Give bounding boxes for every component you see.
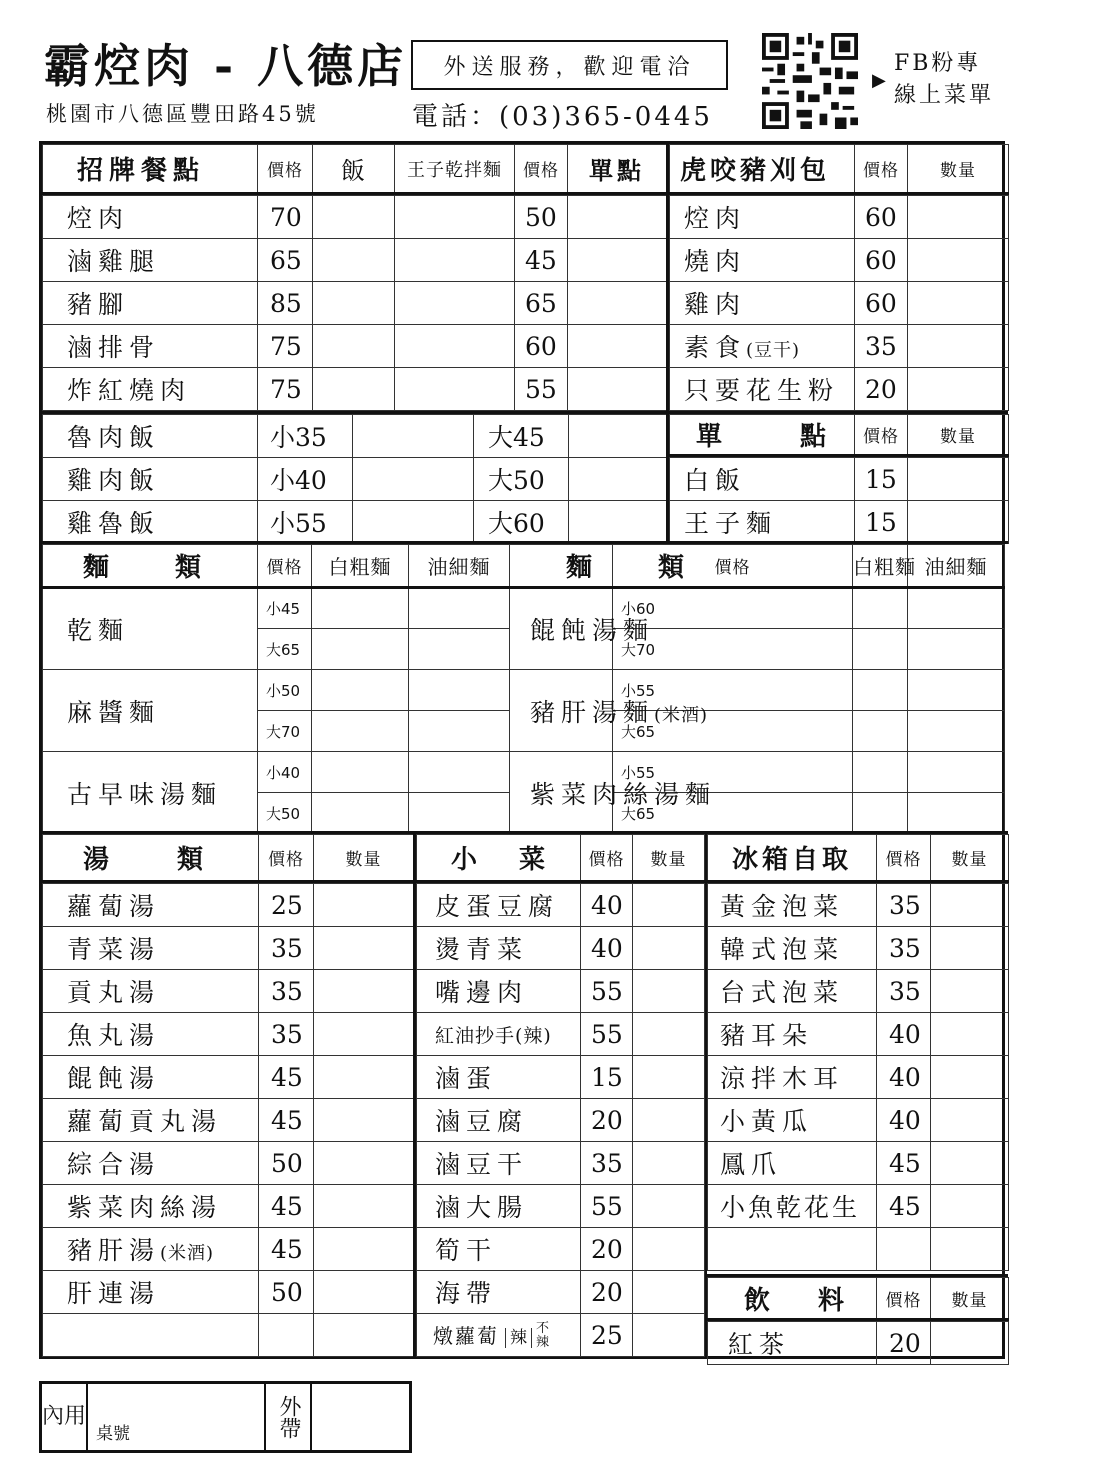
menu-row <box>43 458 667 501</box>
size-price: 大50 <box>258 793 312 834</box>
qty-cell[interactable] <box>633 884 705 927</box>
item-name: 蘿蔔湯 <box>43 884 259 927</box>
qty-cell[interactable] <box>353 501 474 544</box>
qty-cell[interactable] <box>908 458 1009 501</box>
item-price: 45 <box>259 1099 314 1142</box>
rice-qty-cell[interactable] <box>313 325 395 368</box>
item-name: 紫菜肉絲湯 <box>43 1185 259 1228</box>
fridge-section: 冰箱自取 價格 數量 黃金泡菜 35 韓式泡菜 35 台式泡菜 35 豬耳朵 40 涼拌木耳 40 小黃瓜 40 鳳爪 45 小魚乾花生 45 <box>707 831 1008 1271</box>
empty-cell <box>259 1314 314 1357</box>
menu-row <box>417 1013 705 1056</box>
menu-row <box>43 368 667 411</box>
item-name: 海帶 <box>417 1271 581 1314</box>
large-price: 大60 <box>474 501 569 544</box>
size-price: 大65 <box>613 793 853 834</box>
item-price: 50 <box>259 1271 314 1314</box>
qty-cell[interactable] <box>633 1228 705 1271</box>
qty-cell[interactable] <box>633 1056 705 1099</box>
noodle-qty-cell[interactable] <box>395 239 515 282</box>
qty-cell[interactable] <box>314 1185 414 1228</box>
qty-cell[interactable] <box>314 1228 414 1271</box>
empty-cell <box>877 1228 931 1271</box>
qty-cell[interactable] <box>633 1271 705 1314</box>
qty-cell[interactable] <box>931 1228 1009 1271</box>
item-price: 65 <box>258 239 313 282</box>
item-name: 燉蘿蔔 辣 不辣 <box>417 1314 581 1357</box>
header-cell: 價格 <box>613 545 853 588</box>
rice-qty-cell[interactable] <box>313 368 395 411</box>
single-qty-cell[interactable] <box>568 239 667 282</box>
qty-cell[interactable] <box>908 670 1005 711</box>
item-name: 麻醬麵 <box>43 670 258 752</box>
rice-section <box>42 411 666 544</box>
menu-row <box>670 458 1009 501</box>
menu-row <box>417 884 705 927</box>
qty-cell[interactable] <box>314 1314 414 1357</box>
qty-cell[interactable] <box>908 501 1009 544</box>
item-name: 焢肉 <box>43 196 258 239</box>
order-type-box <box>39 1381 412 1453</box>
item-price: 35 <box>259 970 314 1013</box>
store-phone: 電話：(03)365-0445 <box>412 102 713 132</box>
qr-code-icon[interactable] <box>762 33 858 129</box>
item-price: 40 <box>877 1099 931 1142</box>
size-price: 小40 <box>258 752 312 793</box>
size-price: 大65 <box>258 629 312 670</box>
size-price: 大65 <box>613 711 853 752</box>
qty-cell[interactable] <box>314 970 414 1013</box>
qty-cell[interactable] <box>569 458 667 501</box>
item-price: 35 <box>877 970 931 1013</box>
item-price: 45 <box>259 1185 314 1228</box>
item-price: 55 <box>581 970 633 1013</box>
qty-cell[interactable] <box>312 670 409 711</box>
menu-row <box>708 927 1009 970</box>
qty-cell[interactable] <box>908 368 1009 411</box>
menu-board <box>39 141 1005 1359</box>
item-price: 55 <box>581 1013 633 1056</box>
qty-cell[interactable] <box>931 1013 1009 1056</box>
menu-row <box>43 1228 414 1271</box>
qty-cell[interactable] <box>908 239 1009 282</box>
takeout-field[interactable] <box>312 1384 409 1450</box>
menu-row <box>708 1185 1009 1228</box>
qty-cell[interactable] <box>314 884 414 927</box>
qty-cell[interactable] <box>409 629 510 670</box>
item-name: 豬肝湯(米酒) <box>43 1228 259 1271</box>
qty-cell[interactable] <box>409 752 510 793</box>
item-name: 素食(豆干) <box>670 325 855 368</box>
item-price: 15 <box>581 1056 633 1099</box>
item-price: 60 <box>855 282 908 325</box>
single-section: 單 點 價格 數量 白飯 15 王子麵 15 <box>666 411 1008 544</box>
menu-row <box>43 1314 414 1357</box>
qty-cell[interactable] <box>908 629 1005 670</box>
qty-cell[interactable] <box>314 1099 414 1142</box>
item-price: 20 <box>855 368 908 411</box>
menu-row <box>670 325 1009 368</box>
item-name: 紅油抄手(辣) <box>417 1013 581 1056</box>
size-price: 小60 <box>613 588 853 629</box>
item-price: 35 <box>259 927 314 970</box>
item-name: 滷豆干 <box>417 1142 581 1185</box>
qty-cell[interactable] <box>853 752 908 793</box>
item-name: 台式泡菜 <box>708 970 877 1013</box>
menu-row <box>43 415 667 458</box>
noodle-section <box>42 541 1008 834</box>
item-name: 涼拌木耳 <box>708 1056 877 1099</box>
item-price: 25 <box>581 1314 633 1357</box>
qty-cell[interactable] <box>312 752 409 793</box>
item-name: 豬肝湯麵(米酒) <box>510 670 613 752</box>
rice-qty-cell[interactable] <box>313 239 395 282</box>
item-name: 只要花生粉 <box>670 368 855 411</box>
item-name: 王子麵 <box>670 501 855 544</box>
menu-row <box>417 1185 705 1228</box>
item-name: 雞魯飯 <box>43 501 258 544</box>
item-name: 筍干 <box>417 1228 581 1271</box>
single-qty-cell[interactable] <box>568 282 667 325</box>
item-price: 60 <box>515 325 568 368</box>
small-price: 小55 <box>258 501 353 544</box>
store-title: 霸焢肉 - 八德店 <box>44 39 408 93</box>
item-name: 皮蛋豆腐 <box>417 884 581 927</box>
qty-cell[interactable] <box>312 588 409 629</box>
bao-section: 虎咬豬刈包 價格 數量 焢肉 60 燒肉 60 雞肉 60 素食(豆干) 35 只要花生粉 20 <box>666 144 1008 411</box>
qty-cell[interactable] <box>853 711 908 752</box>
item-name: 魯肉飯 <box>43 415 258 458</box>
header-cell: 麵 類 <box>43 545 258 588</box>
qty-cell[interactable] <box>353 458 474 501</box>
item-price: 35 <box>855 325 908 368</box>
qty-cell[interactable] <box>908 588 1005 629</box>
menu-row <box>417 1228 705 1271</box>
qty-cell[interactable] <box>314 1013 414 1056</box>
menu-row <box>417 1142 705 1185</box>
item-name: 滷蛋 <box>417 1056 581 1099</box>
item-price: 65 <box>515 282 568 325</box>
item-price: 70 <box>258 196 313 239</box>
qty-cell[interactable] <box>931 1099 1009 1142</box>
single-qty-cell[interactable] <box>568 368 667 411</box>
qty-cell[interactable] <box>633 1142 705 1185</box>
signature-header: 招牌餐點 <box>43 145 258 194</box>
qty-cell[interactable] <box>853 629 908 670</box>
item-name: 燙青菜 <box>417 927 581 970</box>
item-name: 滷豆腐 <box>417 1099 581 1142</box>
menu-row <box>43 1056 414 1099</box>
menu-row <box>43 282 667 325</box>
single-qty-cell[interactable] <box>568 196 667 239</box>
dine-in-label: 內用 <box>42 1384 88 1450</box>
item-price: 20 <box>581 1271 633 1314</box>
item-price: 50 <box>515 196 568 239</box>
qty-cell[interactable] <box>931 927 1009 970</box>
item-name: 鳳爪 <box>708 1142 877 1185</box>
menu-row <box>43 196 667 239</box>
menu-row <box>417 1056 705 1099</box>
item-price: 45 <box>259 1228 314 1271</box>
menu-row <box>670 501 1009 544</box>
item-name: 乾麵 <box>43 588 258 670</box>
noodle-qty-cell[interactable] <box>395 196 515 239</box>
menu-row <box>708 970 1009 1013</box>
item-price: 85 <box>258 282 313 325</box>
size-price: 小55 <box>613 752 853 793</box>
size-price: 大70 <box>613 629 853 670</box>
qty-cell[interactable] <box>908 711 1005 752</box>
menu-row <box>670 239 1009 282</box>
signature-section: 招牌餐點 價格 飯 王子乾拌麵 價格 單點 焢肉 70 50 滷雞腿 65 45 豬腳 85 65 滷排骨 75 60 炸紅燒肉 75 55 <box>42 144 666 411</box>
rice-qty-cell[interactable] <box>313 196 395 239</box>
item-name: 黃金泡菜 <box>708 884 877 927</box>
item-name: 炸紅燒肉 <box>43 368 258 411</box>
item-name: 白飯 <box>670 458 855 501</box>
header-cell: 油細麵 <box>409 545 510 588</box>
menu-row <box>708 1013 1009 1056</box>
item-name: 滷雞腿 <box>43 239 258 282</box>
noodle-row <box>43 670 1103 711</box>
menu-row <box>417 1099 705 1142</box>
arrow-right-icon: ▶ <box>872 70 886 91</box>
item-price: 60 <box>855 239 908 282</box>
qty-cell[interactable] <box>569 501 667 544</box>
item-price: 75 <box>258 325 313 368</box>
store-address: 桃園市八德區豐田路45號 <box>46 102 319 126</box>
item-price: 45 <box>515 239 568 282</box>
menu-row <box>43 1271 414 1314</box>
menu-row <box>670 368 1009 411</box>
item-name: 滷大腸 <box>417 1185 581 1228</box>
delivery-notice: 外送服務，歡迎電洽 <box>411 40 728 90</box>
qty-cell[interactable] <box>633 927 705 970</box>
item-name: 滷排骨 <box>43 325 258 368</box>
table-number-field[interactable]: 桌號 <box>88 1384 266 1450</box>
item-price: 20 <box>877 1322 931 1365</box>
item-name: 青菜湯 <box>43 927 259 970</box>
qty-cell[interactable] <box>409 588 510 629</box>
qty-cell[interactable] <box>931 884 1009 927</box>
menu-row <box>43 239 667 282</box>
item-price: 40 <box>877 1013 931 1056</box>
qty-cell[interactable] <box>314 1271 414 1314</box>
menu-row <box>708 1099 1009 1142</box>
noodle-qty-cell[interactable] <box>395 368 515 411</box>
item-name: 焢肉 <box>670 196 855 239</box>
fb-link[interactable]: FB粉專 線上菜單 <box>894 51 995 108</box>
item-price: 45 <box>877 1142 931 1185</box>
qty-cell[interactable] <box>853 670 908 711</box>
qty-cell[interactable] <box>931 970 1009 1013</box>
item-name: 豬腳 <box>43 282 258 325</box>
menu-row <box>708 1142 1009 1185</box>
item-price: 35 <box>877 884 931 927</box>
takeout-label: 外帶 <box>266 1384 312 1450</box>
drink-section: 飲 料 價格 數量 紅茶 20 <box>707 1274 1008 1365</box>
qty-cell[interactable] <box>312 793 409 834</box>
qty-cell[interactable] <box>931 1322 1009 1365</box>
header-cell: 油細麵 <box>908 545 1005 588</box>
qty-cell[interactable] <box>908 793 1005 834</box>
menu-row <box>708 884 1009 927</box>
menu-row <box>708 1228 1009 1271</box>
item-name: 古早味湯麵 <box>43 752 258 834</box>
item-name: 貢丸湯 <box>43 970 259 1013</box>
item-name: 蘿蔔貢丸湯 <box>43 1099 259 1142</box>
qty-cell[interactable] <box>409 793 510 834</box>
menu-row <box>43 927 414 970</box>
qty-cell[interactable] <box>633 1314 705 1357</box>
item-name: 綜合湯 <box>43 1142 259 1185</box>
qty-cell[interactable] <box>314 1056 414 1099</box>
qty-cell[interactable] <box>633 1185 705 1228</box>
item-price: 40 <box>877 1056 931 1099</box>
item-name: 肝連湯 <box>43 1271 259 1314</box>
qty-cell[interactable] <box>633 1099 705 1142</box>
item-name: 紫菜肉絲湯麵 <box>510 752 613 834</box>
qty-cell[interactable] <box>908 196 1009 239</box>
item-price: 35 <box>259 1013 314 1056</box>
menu-row <box>417 1314 705 1357</box>
soup-section: 湯 類 價格 數量 蘿蔔湯 25 青菜湯 35 貢丸湯 35 魚丸湯 35 餛飩湯 45 蘿蔔貢丸湯 45 綜合湯 50 紫菜肉絲湯 45 豬肝湯(米酒) 45 肝連湯 50 <box>42 831 413 1357</box>
noodle-row <box>43 588 1103 629</box>
empty-cell <box>708 1228 877 1271</box>
header-cell: 白粗麵 <box>853 545 908 588</box>
item-name: 餛飩湯 <box>43 1056 259 1099</box>
header-cell: 價格 <box>258 545 312 588</box>
noodle-qty-cell[interactable] <box>395 325 515 368</box>
qty-cell[interactable] <box>314 1142 414 1185</box>
item-price: 40 <box>581 884 633 927</box>
size-price: 小45 <box>258 588 312 629</box>
noodle-header-row <box>43 545 1103 588</box>
rice-qty-cell[interactable] <box>313 282 395 325</box>
qty-cell[interactable] <box>908 325 1009 368</box>
qty-cell[interactable] <box>931 1185 1009 1228</box>
menu-row <box>43 1142 414 1185</box>
qty-cell[interactable] <box>312 711 409 752</box>
item-price: 35 <box>581 1142 633 1185</box>
item-name: 小黃瓜 <box>708 1099 877 1142</box>
item-price: 45 <box>259 1056 314 1099</box>
size-price: 小50 <box>258 670 312 711</box>
menu-row <box>43 884 414 927</box>
qty-cell[interactable] <box>908 282 1009 325</box>
header-cell: 麵 類 <box>510 545 613 588</box>
menu-row <box>43 325 667 368</box>
item-name: 豬耳朵 <box>708 1013 877 1056</box>
item-price: 45 <box>877 1185 931 1228</box>
item-price: 20 <box>581 1099 633 1142</box>
menu-row <box>708 1322 1009 1365</box>
item-price: 25 <box>259 884 314 927</box>
item-price: 40 <box>581 927 633 970</box>
item-name: 雞肉飯 <box>43 458 258 501</box>
empty-cell <box>43 1314 259 1357</box>
menu-row <box>417 927 705 970</box>
item-price: 50 <box>259 1142 314 1185</box>
qty-cell[interactable] <box>853 793 908 834</box>
item-name: 嘴邊肉 <box>417 970 581 1013</box>
item-price: 20 <box>581 1228 633 1271</box>
item-name: 韓式泡菜 <box>708 927 877 970</box>
menu-row <box>708 1056 1009 1099</box>
item-name: 紅茶 <box>708 1322 877 1365</box>
menu-row <box>417 970 705 1013</box>
item-name: 雞肉 <box>670 282 855 325</box>
item-name: 魚丸湯 <box>43 1013 259 1056</box>
menu-row <box>43 501 667 544</box>
qty-cell[interactable] <box>314 927 414 970</box>
item-price: 15 <box>855 458 908 501</box>
item-price: 75 <box>258 368 313 411</box>
qty-cell[interactable] <box>908 752 1005 793</box>
menu-row <box>43 1013 414 1056</box>
qty-cell[interactable] <box>569 415 667 458</box>
qty-cell[interactable] <box>931 1056 1009 1099</box>
qty-cell[interactable] <box>853 588 908 629</box>
menu-row <box>43 970 414 1013</box>
item-price: 60 <box>855 196 908 239</box>
qty-cell[interactable] <box>633 970 705 1013</box>
qty-cell[interactable] <box>409 670 510 711</box>
qty-cell[interactable] <box>353 415 474 458</box>
menu-row <box>670 282 1009 325</box>
qty-cell[interactable] <box>931 1142 1009 1185</box>
item-name: 小魚乾花生 <box>708 1185 877 1228</box>
item-price: 55 <box>581 1185 633 1228</box>
noodle-qty-cell[interactable] <box>395 282 515 325</box>
item-price: 55 <box>515 368 568 411</box>
menu-row <box>417 1271 705 1314</box>
qty-cell[interactable] <box>633 1013 705 1056</box>
menu-row <box>43 1099 414 1142</box>
item-name: 餛飩湯麵 <box>510 588 613 670</box>
menu-row <box>670 196 1009 239</box>
large-price: 大50 <box>474 458 569 501</box>
item-price: 35 <box>877 927 931 970</box>
qty-cell[interactable] <box>312 629 409 670</box>
item-name: 燒肉 <box>670 239 855 282</box>
noodle-row <box>43 752 1103 793</box>
item-price: 15 <box>855 501 908 544</box>
header-cell: 白粗麵 <box>312 545 409 588</box>
qty-cell[interactable] <box>409 711 510 752</box>
small-price: 小40 <box>258 458 353 501</box>
size-price: 大70 <box>258 711 312 752</box>
small-price: 小35 <box>258 415 353 458</box>
size-price: 小55 <box>613 670 853 711</box>
menu-row <box>43 1185 414 1228</box>
side-dish-section: 小 菜 價格 數量 皮蛋豆腐 40 燙青菜 40 嘴邊肉 55 紅油抄手(辣) 55 滷蛋 15 滷豆腐 20 滷豆干 35 滷大腸 55 筍干 20 海帶 20 燉蘿蔔 辣 不辣 25 <box>413 831 707 1357</box>
large-price: 大45 <box>474 415 569 458</box>
single-qty-cell[interactable] <box>568 325 667 368</box>
